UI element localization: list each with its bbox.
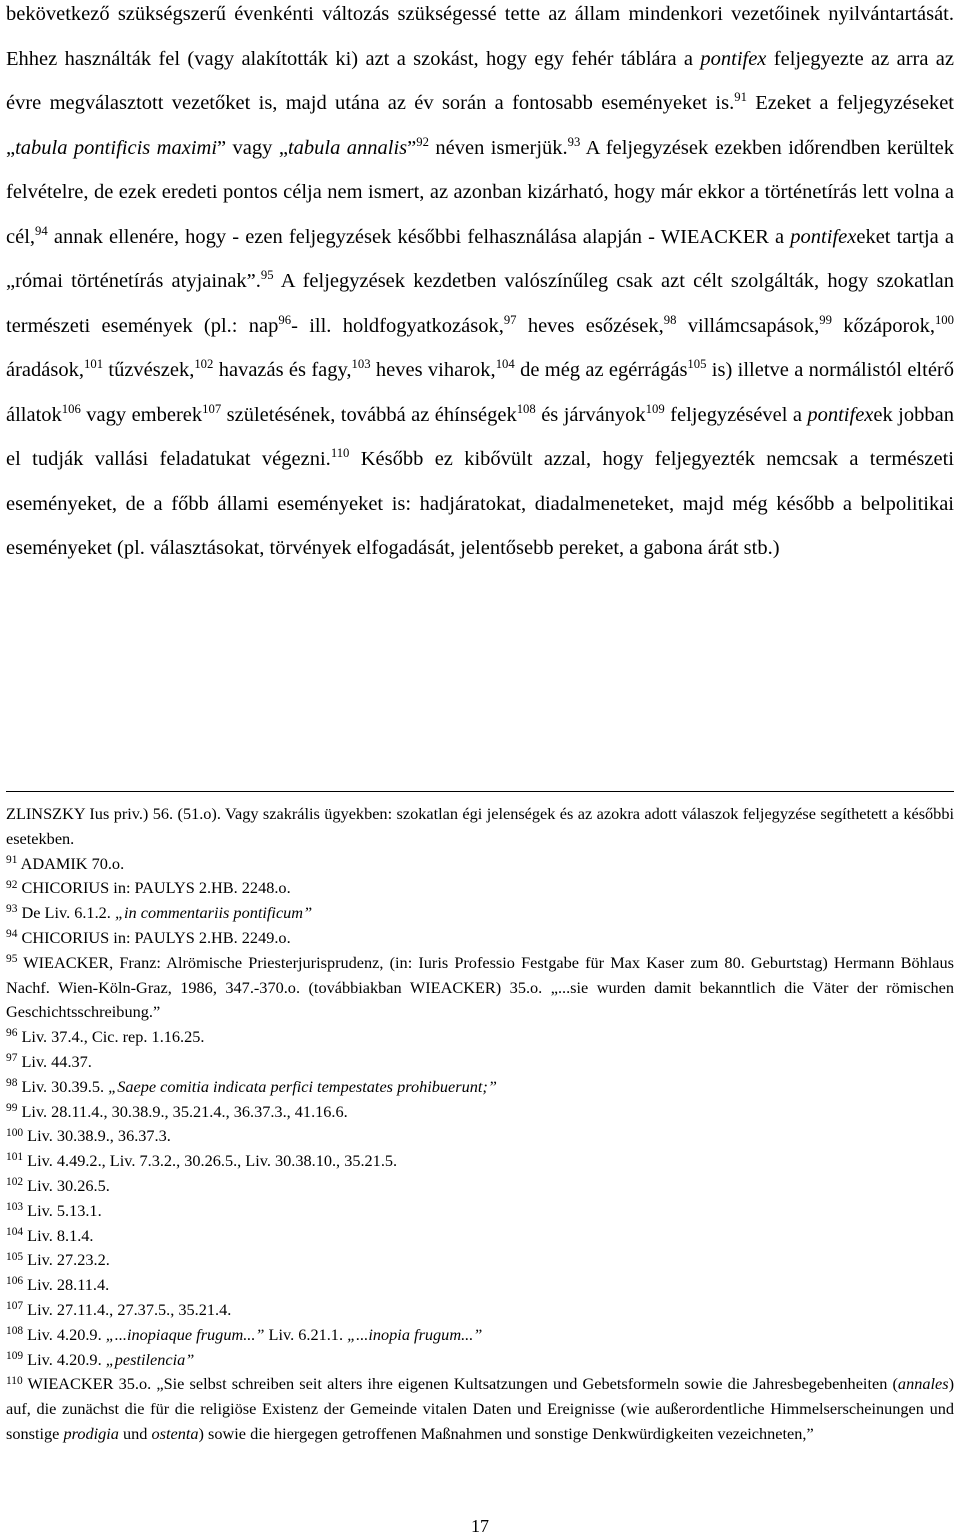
body-text: áradások, xyxy=(6,359,84,381)
footnote-number: 109 xyxy=(6,1349,24,1362)
footnotes xyxy=(6,802,954,1447)
latin-term: pontifex xyxy=(700,47,767,70)
footnote-ref[interactable]: 91 xyxy=(734,90,747,105)
footnote-102 xyxy=(6,1174,954,1199)
footnote-text: Liv. 4.20.9. xyxy=(23,1324,106,1344)
footnote-ref[interactable]: 108 xyxy=(516,401,536,416)
body-text: születésének, továbbá az éhínségek xyxy=(221,403,517,426)
body-text: A feljegyzések kezdetben valószínűleg csak azt célt szolgálták, hogy szokatlan természeti események (pl.: nap xyxy=(6,270,955,337)
footnote-ref[interactable]: 92 xyxy=(416,134,429,149)
footnote-text: Liv. 27.11.4., 27.37.5., 35.21.4. xyxy=(23,1299,232,1319)
footnote-number: 110 xyxy=(6,1374,23,1387)
body-text: vagy emberek xyxy=(80,403,203,426)
footnote-number: 103 xyxy=(6,1201,24,1214)
footnote-ref[interactable]: 100 xyxy=(934,312,955,327)
footnote-number: 97 xyxy=(6,1052,18,1065)
latin-term: pontifex xyxy=(807,403,874,426)
footnote-text: und xyxy=(118,1423,152,1443)
body-text: heves viharok, xyxy=(370,359,496,381)
footnote-text: Liv. 30.39.5. xyxy=(17,1076,109,1096)
footnote-104 xyxy=(6,1224,954,1249)
latin-term: tabula annalis xyxy=(287,136,408,159)
footnote-number: 93 xyxy=(6,903,18,916)
footnote-95 xyxy=(6,951,954,1025)
footnote-94 xyxy=(6,926,954,951)
footnote-text: Liv. 30.26.5. xyxy=(23,1175,110,1195)
footnote-ref[interactable]: 99 xyxy=(819,312,832,327)
footnote-ref[interactable]: 95 xyxy=(260,268,274,283)
footnote-ref[interactable]: 107 xyxy=(202,401,222,416)
footnote-text: Liv. 28.11.4. xyxy=(23,1275,110,1295)
body-text: kőzáporok, xyxy=(832,314,935,337)
footnote-number: 102 xyxy=(6,1176,24,1189)
footnote-91 xyxy=(6,852,954,877)
body-text: tűzvészek, xyxy=(103,359,195,381)
body-text: bekövetkező szükségszerű évenkénti változás szükségessé tette az állam mindenkori vezetőinek nyilvántartását. Ehhez használták fel (vagy alakították ki) azt a szokást, hogy egy fehér táblára a xyxy=(6,3,954,70)
body-text: ” vagy „ xyxy=(217,136,288,159)
footnote-text: Liv. 28.11.4., 30.38.9., 35.21.4., 36.37.3., 41.16.6. xyxy=(17,1101,348,1121)
footnote-110 xyxy=(6,1372,954,1446)
footnote-text: De Liv. 6.1.2. xyxy=(17,903,115,923)
footnote-text: Liv. 6.21.1. xyxy=(264,1324,348,1344)
body-text: ek jobban el tudják vallási feladatukat végezni. xyxy=(6,403,954,470)
footnote-number: 95 xyxy=(6,953,18,966)
footnote-continuation: ZLINSZKY Ius priv.) 56. (51.o). Vagy szakrális ügyekben: szokatlan égi jelenségek és az azokra adott válaszok feljegyzése segíthetett a későbbi esetekben. xyxy=(6,804,954,848)
footnote-106 xyxy=(6,1273,954,1298)
footnote-number: 100 xyxy=(6,1126,24,1139)
footnote-ref[interactable]: 96 xyxy=(278,312,292,327)
footnote-text: Liv. 4.20.9. xyxy=(23,1349,106,1369)
footnote-text: Liv. 4.49.2., Liv. 7.3.2., 30.26.5., Liv. 30.38.10., 35.21.5. xyxy=(23,1151,398,1171)
footnote-ref[interactable]: 98 xyxy=(663,312,677,327)
footnote-93 xyxy=(6,901,954,926)
footnote-number: 105 xyxy=(6,1250,24,1263)
body-text: annak ellenére, hogy - ezen feljegyzések későbbi felhasználása alapján - WIEACKER a xyxy=(47,225,791,248)
body-text: eket tartja a „római történetírás atyjainak”. xyxy=(6,225,954,292)
footnote-quote: „...inopia frugum...” xyxy=(347,1324,483,1344)
footnote-99 xyxy=(6,1100,954,1125)
footnote-text: ADAMIK 70.o. xyxy=(17,853,125,873)
footnote-97 xyxy=(6,1050,954,1075)
body-text: Ezeket a feljegyzéseket „ xyxy=(6,92,954,159)
body-text: Később ez kibővült azzal, hogy feljegyezték nemcsak a természeti eseményeket, de a főbb állami eseményeket is: hadjáratokat, diadalmeneteket, majd még később a belpolitikai eseményeket (pl. választásokat, törvények elfogadását, jelentősebb pereket, a gabona árát stb.) xyxy=(6,448,954,559)
footnote-quote: „...inopiaque frugum...” xyxy=(105,1324,265,1344)
page-number: 17 xyxy=(471,1516,489,1536)
body-text: is) illetve a normálistól eltérő állatok xyxy=(6,359,954,426)
body-text: villámcsapások, xyxy=(676,314,820,337)
footnote-96 xyxy=(6,1025,954,1050)
footnote-text: CHICORIUS in: PAULYS 2.HB. 2248.o. xyxy=(17,878,291,898)
footnote-number: 91 xyxy=(6,853,18,866)
footnote-number: 96 xyxy=(6,1027,18,1040)
footnote-text: Liv. 5.13.1. xyxy=(23,1200,102,1220)
footnote-ref[interactable]: 105 xyxy=(687,357,707,372)
footnote-ref[interactable]: 93 xyxy=(567,134,581,149)
latin-term: pontifex xyxy=(790,225,857,248)
footnote-separator xyxy=(6,791,954,792)
body-text: feljegyzésével a xyxy=(664,403,808,426)
footnote-ref[interactable]: 104 xyxy=(495,357,515,372)
body-text: de még az egérrágás xyxy=(514,359,688,381)
footnote-number: 94 xyxy=(6,928,18,941)
body-text: és járványok xyxy=(535,403,646,426)
footnote-text: Liv. 37.4., Cic. rep. 1.16.25. xyxy=(17,1027,205,1047)
footnote-92 xyxy=(6,876,954,901)
footnote-text: WIEACKER, Franz: Alrömische Priesterjurisprudenz, (in: Iuris Professio Festgabe für Max Kaser zum 80. Geburtstag) Hermann Böhlaus Nachf. Wien-Köln-Graz, 1986, 347.-370.o. (továbbiakban WIEACKER) 35.o. „...sie wurden damit bekanntlich die Väter der römischen Geschichtsschreibung.” xyxy=(6,952,954,1022)
body-text: A feljegyzések ezekben időrendben kerültek felvételre, de ezek eredeti pontos célja nem ismert, az azonban kizárható, hogy már ekkor a történetírás lett volna a cél, xyxy=(6,136,955,248)
footnote-quote: „Saepe comitia indicata perfici tempestates prohibuerunt;” xyxy=(108,1076,497,1096)
footnote-number: 107 xyxy=(6,1300,24,1313)
footnote-ref[interactable]: 110 xyxy=(330,446,350,461)
footnote-text: Liv. 30.38.9., 36.37.3. xyxy=(23,1126,171,1146)
footnote-108 xyxy=(6,1323,954,1348)
footnote-quote: „pestilencia” xyxy=(105,1349,195,1369)
footnote-term: ostenta xyxy=(151,1423,199,1443)
footnote-text: Liv. 44.37. xyxy=(17,1051,92,1071)
latin-term: tabula pontificis maximi xyxy=(15,136,218,159)
footnote-109 xyxy=(6,1348,954,1373)
footnote-98 xyxy=(6,1075,954,1100)
footnote-101 xyxy=(6,1149,954,1174)
footnote-quote: „in commentariis pontificum” xyxy=(114,903,313,923)
footnote-number: 106 xyxy=(6,1275,24,1288)
footnote-number: 101 xyxy=(6,1151,24,1164)
footnote-100 xyxy=(6,1124,954,1149)
footnote-text: WIEACKER 35.o. „Sie selbst schreiben seit alters ihre eigenen Kultsatzungen und Gebetsformeln sowie die Jahresbegebenheiten ( xyxy=(22,1374,898,1394)
footnote-number: 98 xyxy=(6,1077,18,1090)
footnote-number: 108 xyxy=(6,1325,24,1338)
footnote-text: ) auf, die zunächst die für die religiöse Existenz der Gemeinde vitalen Daten und Ereignisse (wie außerordentliche Himmelserscheinungen und sonstige xyxy=(6,1374,954,1443)
footnote-ref[interactable]: 103 xyxy=(351,357,371,372)
body-text: - ill. holdfogyatkozások, xyxy=(291,314,504,337)
footnote-term: annales xyxy=(897,1374,949,1394)
footnote-ref[interactable]: 101 xyxy=(83,357,104,372)
footnote-ref[interactable]: 97 xyxy=(503,312,517,327)
footnote-text: CHICORIUS in: PAULYS 2.HB. 2249.o. xyxy=(17,927,291,947)
footnote-number: 104 xyxy=(6,1225,24,1238)
footnote-ref[interactable]: 102 xyxy=(194,357,214,372)
footnote-number: 99 xyxy=(6,1101,18,1114)
footnote-ref[interactable]: 109 xyxy=(645,401,665,416)
footnote-105 xyxy=(6,1248,954,1273)
footnote-text: Liv. 8.1.4. xyxy=(23,1225,94,1245)
body-text: ” xyxy=(407,136,417,159)
footnote-107 xyxy=(6,1298,954,1323)
footnote-term: prodigia xyxy=(63,1423,119,1443)
footnote-ref[interactable]: 94 xyxy=(35,223,48,238)
body-text: heves esőzések, xyxy=(516,314,664,337)
body-text: havazás és fagy, xyxy=(213,359,352,381)
body-text: feljegyezte az arra az évre megválasztott vezetőket is, majd utána az év során a fontosabb eseményeket is. xyxy=(6,47,955,114)
footnote-text: ) sowie die hiergegen getroffenen Maßnahmen und sonstige Denkwürdigkeiten vezeichneten,” xyxy=(198,1423,814,1443)
body-text: néven ismerjük. xyxy=(428,136,568,159)
footnote-103 xyxy=(6,1199,954,1224)
body-paragraph xyxy=(6,0,954,571)
footnote-number: 92 xyxy=(6,878,18,891)
footnote-text: Liv. 27.23.2. xyxy=(23,1250,110,1270)
footnote-ref[interactable]: 106 xyxy=(61,401,81,416)
